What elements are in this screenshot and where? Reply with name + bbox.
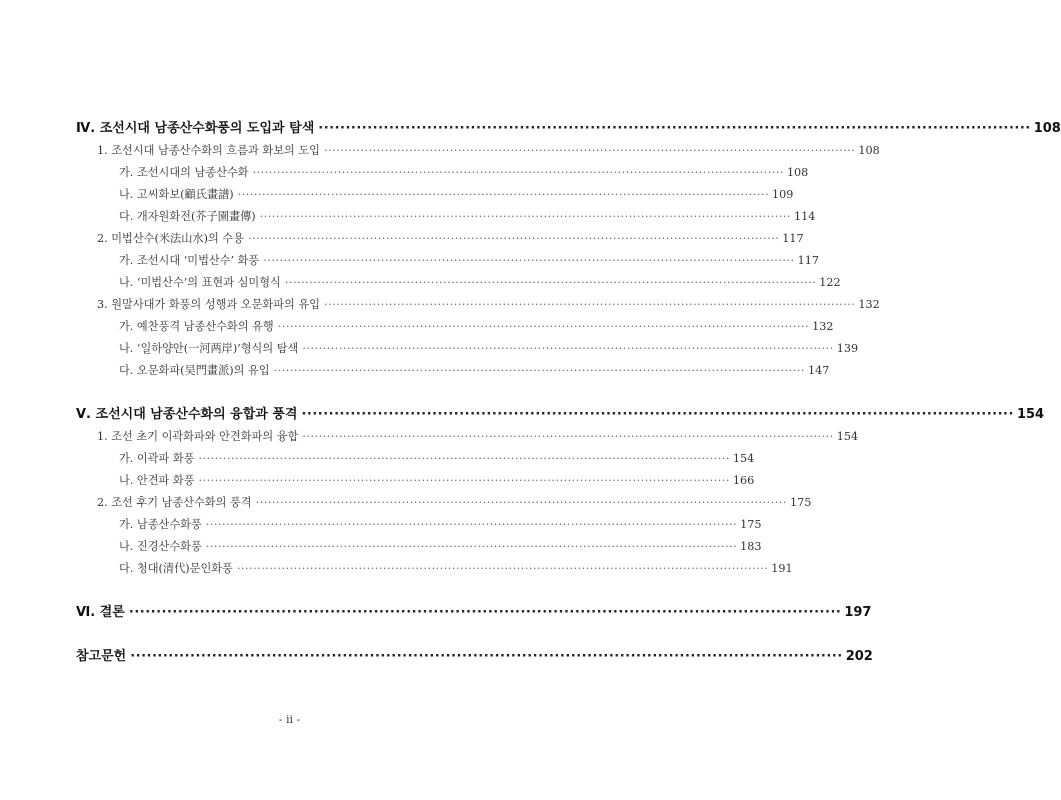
toc-page-number: 109 — [772, 188, 794, 201]
toc-subsection-title: 가. 조선시대의 남종산수화 — [119, 166, 249, 179]
toc-chapter-title: 참고문헌 — [76, 649, 127, 664]
toc-page-number: 139 — [836, 342, 859, 355]
toc-page-number: 108 — [786, 166, 809, 179]
toc-subsection-entry[interactable] — [76, 206, 816, 228]
section-spacer — [76, 580, 510, 602]
dot-leader: ··································································································································· — [277, 320, 810, 333]
toc-subsection-entry[interactable] — [76, 360, 830, 382]
dot-leader: ··································································································································· — [302, 342, 834, 355]
dot-leader: ··································································································································· — [205, 518, 738, 531]
toc-page-number: 114 — [794, 210, 816, 223]
toc-page-number: 191 — [771, 562, 793, 575]
toc-section-entry[interactable] — [76, 228, 804, 250]
toc-page-number: 147 — [807, 364, 830, 377]
dot-leader: ··································································································································· — [259, 210, 791, 223]
dot-leader: ··································································································································· — [263, 254, 795, 267]
toc-section-title: 2. 미법산수(米法山水)의 수용 — [97, 232, 244, 245]
toc-page-number: 122 — [819, 276, 841, 289]
toc-subsection-title: 가. 조선시대 ‘미법산수’ 화풍 — [119, 254, 260, 267]
toc-chapter-title: Ⅳ. 조선시대 남종산수화풍의 도입과 탐색 — [76, 121, 315, 136]
dot-leader: ··································································································································· — [273, 364, 805, 377]
toc-page-number: 175 — [740, 518, 762, 531]
toc-page-number: 175 — [789, 496, 812, 509]
toc-section-entry[interactable] — [76, 294, 880, 316]
dot-leader: ··································································································································· — [205, 540, 738, 553]
toc-section-iv — [76, 118, 1061, 382]
toc-section-title: 3. 원말사대가 화풍의 성행과 오문화파의 유입 — [97, 298, 320, 311]
toc-subsection-entry[interactable] — [76, 470, 755, 492]
dot-leader: ··································································································································· — [252, 166, 784, 179]
toc-subsection-title: 나. 진경산수화풍 — [119, 540, 202, 553]
toc-page-number: 117 — [782, 232, 804, 245]
toc-page-number: 202 — [845, 649, 873, 664]
toc-subsection-entry[interactable] — [76, 250, 819, 272]
dot-leader: ··································································································································· — [255, 496, 787, 509]
toc-subsection-title: 가. 이곽파 화풍 — [119, 452, 195, 465]
dot-leader: ··································································································································· — [323, 144, 856, 157]
toc-chapter-entry[interactable] — [76, 404, 1045, 426]
toc-page-number: 197 — [844, 605, 872, 620]
toc-page-number: 154 — [732, 452, 755, 465]
toc-page-number: 183 — [740, 540, 762, 553]
dot-leader: ··································································································································· — [247, 232, 780, 245]
dot-leader: ··································································································································· — [318, 121, 1031, 136]
toc-page-number: 154 — [836, 430, 859, 443]
table-of-contents — [76, 118, 1061, 668]
toc-page-number: 166 — [732, 474, 755, 487]
dot-leader: ··································································································································· — [323, 298, 856, 311]
toc-subsection-title: 다. 청대(清代)문인화풍 — [119, 562, 233, 575]
toc-subsection-entry[interactable] — [76, 272, 841, 294]
toc-subsection-title: 나. ‘미법산수’의 표현과 심미형식 — [119, 276, 281, 289]
toc-subsection-entry[interactable] — [76, 514, 762, 536]
toc-subsection-title: 나. ‘일하양안(一河两岸)’형식의 탐색 — [119, 342, 299, 355]
toc-section-entry[interactable] — [76, 426, 859, 448]
toc-chapter-title: Ⅴ. 조선시대 남종산수화의 융합과 풍격 — [76, 407, 298, 422]
toc-page-number: 117 — [797, 254, 819, 267]
dot-leader: ··································································································································· — [130, 649, 843, 664]
dot-leader: ··································································································································· — [301, 407, 1014, 422]
toc-subsection-title: 가. 예찬풍격 남종산수화의 유행 — [119, 320, 274, 333]
toc-section-entry[interactable] — [76, 140, 880, 162]
toc-page-number: 108 — [858, 144, 880, 157]
toc-page-number: 132 — [858, 298, 880, 311]
toc-section-vi — [76, 602, 872, 624]
toc-chapter-title: Ⅵ. 결론 — [76, 605, 125, 620]
toc-section-title: 1. 조선 초기 이곽화파와 안견화파의 융합 — [97, 430, 299, 443]
dot-leader: ··································································································································· — [237, 188, 770, 201]
toc-section-references — [76, 646, 873, 668]
toc-section-v — [76, 404, 1045, 580]
section-spacer — [76, 382, 510, 404]
toc-subsection-title: 다. 개자원화전(芥子園畫傳) — [119, 210, 256, 223]
toc-section-title: 2. 조선 후기 남종산수화의 풍격 — [97, 496, 252, 509]
toc-section-title: 1. 조선시대 남종산수화의 흐름과 화보의 도입 — [97, 144, 320, 157]
toc-subsection-title: 가. 남종산수화풍 — [119, 518, 202, 531]
toc-chapter-entry[interactable] — [76, 602, 872, 624]
toc-subsection-entry[interactable] — [76, 184, 794, 206]
toc-subsection-entry[interactable] — [76, 448, 755, 470]
toc-page-number: 154 — [1016, 407, 1045, 422]
dot-leader: ··································································································································· — [198, 452, 730, 465]
dot-leader: ··································································································································· — [236, 562, 769, 575]
dot-leader: ··································································································································· — [198, 474, 730, 487]
toc-section-entry[interactable] — [76, 492, 812, 514]
toc-chapter-entry[interactable] — [76, 646, 873, 668]
toc-subsection-title: 다. 오문화파(吴門畫派)의 유입 — [119, 364, 270, 377]
footer-page-number: - ii - — [278, 713, 301, 726]
dot-leader: ··································································································································· — [128, 605, 842, 620]
section-spacer — [76, 624, 510, 646]
dot-leader: ··································································································································· — [284, 276, 817, 289]
toc-subsection-entry[interactable] — [76, 338, 859, 360]
page-footer — [0, 713, 579, 726]
toc-subsection-title: 나. 안견파 화풍 — [119, 474, 195, 487]
toc-subsection-title: 나. 고씨화보(顧氏畫譜) — [119, 188, 234, 201]
toc-chapter-entry[interactable] — [76, 118, 1061, 140]
toc-page-number: 108 — [1033, 121, 1061, 136]
toc-page-number: 132 — [812, 320, 834, 333]
toc-subsection-entry[interactable] — [76, 558, 793, 580]
toc-subsection-entry[interactable] — [76, 162, 809, 184]
dot-leader: ··································································································································· — [302, 430, 834, 443]
toc-subsection-entry[interactable] — [76, 316, 834, 338]
toc-subsection-entry[interactable] — [76, 536, 762, 558]
